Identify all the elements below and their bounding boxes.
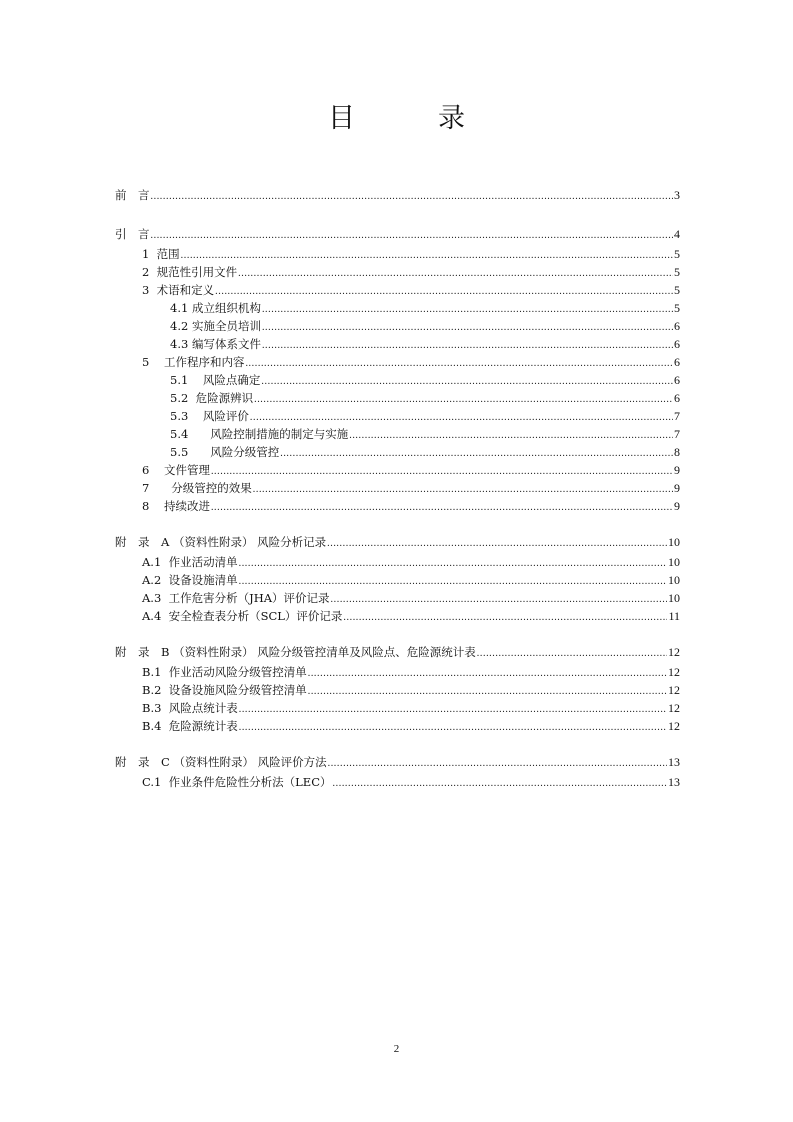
toc-entry[interactable] xyxy=(142,607,680,625)
toc-entry-label: 5.4 风险控制措施的制定与实施 xyxy=(170,427,349,441)
toc-entry[interactable] xyxy=(142,717,680,735)
toc-entry[interactable] xyxy=(115,225,680,243)
toc-entry-label: 3 术语和定义 xyxy=(142,283,215,297)
toc-entry-label: B.1 作业活动风险分级管控清单 xyxy=(142,665,307,679)
toc-entry[interactable] xyxy=(170,371,680,389)
toc-entry[interactable] xyxy=(115,533,680,551)
toc-entry[interactable] xyxy=(142,681,680,699)
toc-entry[interactable] xyxy=(170,317,680,335)
toc-entry-label: 附 录 A （资料性附录） 风险分析记录 xyxy=(115,535,327,549)
toc-entry-label: 6 文件管理 xyxy=(142,463,210,477)
toc-entry-page: 10 xyxy=(668,591,680,605)
toc-entry[interactable] xyxy=(170,335,680,353)
toc-entry-page: 6 xyxy=(674,355,680,369)
toc-entry[interactable] xyxy=(142,589,680,607)
toc-entry-label: B.4 危险源统计表 xyxy=(142,719,238,733)
toc-entry-label: 附 录 C （资料性附录） 风险评价方法 xyxy=(115,755,327,769)
toc-entry-label: 7 分级管控的效果 xyxy=(142,481,252,495)
toc-entry-label: 1 范围 xyxy=(142,247,180,261)
toc-entry[interactable] xyxy=(142,479,680,497)
dot-leader xyxy=(211,499,673,517)
toc-entry-page: 9 xyxy=(674,481,680,495)
toc-entry-label: 4.3 编写体系文件 xyxy=(170,337,261,351)
toc-entry-page: 6 xyxy=(674,391,680,405)
toc-entry-label: A.4 安全检查表分析（SCL）评价记录 xyxy=(142,609,343,623)
toc-entry-page: 13 xyxy=(668,755,680,769)
toc-entry-label: 2 规范性引用文件 xyxy=(142,265,238,279)
toc-entry[interactable] xyxy=(170,443,680,461)
toc-entry[interactable] xyxy=(142,571,680,589)
dot-leader xyxy=(327,535,667,553)
toc-entry-label: C.1 作业条件危险性分析法（LEC） xyxy=(142,775,332,789)
toc-entry-page: 9 xyxy=(674,463,680,477)
toc-entry[interactable] xyxy=(115,186,680,204)
toc-entry-label: 5.2 危险源辨识 xyxy=(170,391,254,405)
dot-leader xyxy=(477,645,667,663)
toc-entry-page: 13 xyxy=(668,775,680,789)
toc-entry-page: 7 xyxy=(674,427,680,441)
dot-leader xyxy=(343,609,667,627)
toc-entry-page: 10 xyxy=(668,535,680,549)
toc-entry-page: 10 xyxy=(668,573,680,587)
toc-entry-page: 10 xyxy=(668,555,680,569)
toc-entry-page: 12 xyxy=(668,665,680,679)
page-number: 2 xyxy=(393,1043,400,1055)
toc-entry-label: 附 录 B （资料性附录） 风险分级管控清单及风险点、危险源统计表 xyxy=(115,645,476,659)
toc-entry[interactable] xyxy=(142,663,680,681)
toc-entry[interactable] xyxy=(142,553,680,571)
toc-entry-label: 4.2 实施全员培训 xyxy=(170,319,261,333)
toc-entry-label: 4.1 成立组织机构 xyxy=(170,301,261,315)
toc-entry[interactable] xyxy=(142,245,680,263)
toc-entry[interactable] xyxy=(142,461,680,479)
dot-leader xyxy=(333,775,667,793)
toc-entry-page: 5 xyxy=(674,301,680,315)
toc-entry[interactable] xyxy=(170,299,680,317)
toc-entry-page: 12 xyxy=(668,701,680,715)
toc-entry-label: 5 工作程序和内容 xyxy=(142,355,245,369)
toc-entry-label: B.3 风险点统计表 xyxy=(142,701,238,715)
toc-entry[interactable] xyxy=(142,263,680,281)
toc-entry-label: 引 言 xyxy=(115,227,150,241)
toc-entry-page: 5 xyxy=(674,283,680,297)
toc-entry[interactable] xyxy=(142,281,680,299)
dot-leader xyxy=(328,755,667,773)
toc-entry[interactable] xyxy=(115,753,680,771)
toc-entry-label: 5.1 风险点确定 xyxy=(170,373,261,387)
dot-leader xyxy=(239,719,667,737)
toc-entry-label: B.2 设备设施风险分级管控清单 xyxy=(142,683,307,697)
toc-entry[interactable] xyxy=(142,773,680,791)
toc-entry-page: 3 xyxy=(674,188,680,202)
toc-entry-page: 6 xyxy=(674,373,680,387)
toc-entry-page: 12 xyxy=(668,719,680,733)
toc-entry-label: A.2 设备设施清单 xyxy=(142,573,238,587)
toc-entry-label: 5.3 风险评价 xyxy=(170,409,249,423)
toc-entry-page: 9 xyxy=(674,499,680,513)
toc-entry[interactable] xyxy=(170,389,680,407)
toc-entry[interactable] xyxy=(142,497,680,515)
toc-entry-page: 12 xyxy=(668,683,680,697)
dot-leader xyxy=(151,188,674,206)
toc-entry-page: 5 xyxy=(674,247,680,261)
toc-entry-label: A.3 工作危害分析（JHA）评价记录 xyxy=(142,591,330,605)
toc-entry-page: 5 xyxy=(674,265,680,279)
toc-entry[interactable] xyxy=(142,353,680,371)
toc-entry[interactable] xyxy=(142,699,680,717)
toc-entry-label: A.1 作业活动清单 xyxy=(142,555,238,569)
toc-entry-label: 前 言 xyxy=(115,188,150,202)
toc-entry[interactable] xyxy=(115,643,680,661)
toc-entry-page: 12 xyxy=(668,645,680,659)
toc-entry-page: 11 xyxy=(668,609,680,623)
toc-entry-page: 4 xyxy=(674,227,680,241)
toc-entry-page: 7 xyxy=(674,409,680,423)
toc-entry-label: 8 持续改进 xyxy=(142,499,210,513)
dot-leader xyxy=(151,227,674,245)
toc-entry-page: 6 xyxy=(674,337,680,351)
toc-entry[interactable] xyxy=(170,407,680,425)
toc-entry-label: 5.5 风险分级管控 xyxy=(170,445,280,459)
toc-entry[interactable] xyxy=(170,425,680,443)
toc-entry-page: 6 xyxy=(674,319,680,333)
page-title: 目 录 xyxy=(328,103,493,134)
toc-entry-page: 8 xyxy=(674,445,680,459)
